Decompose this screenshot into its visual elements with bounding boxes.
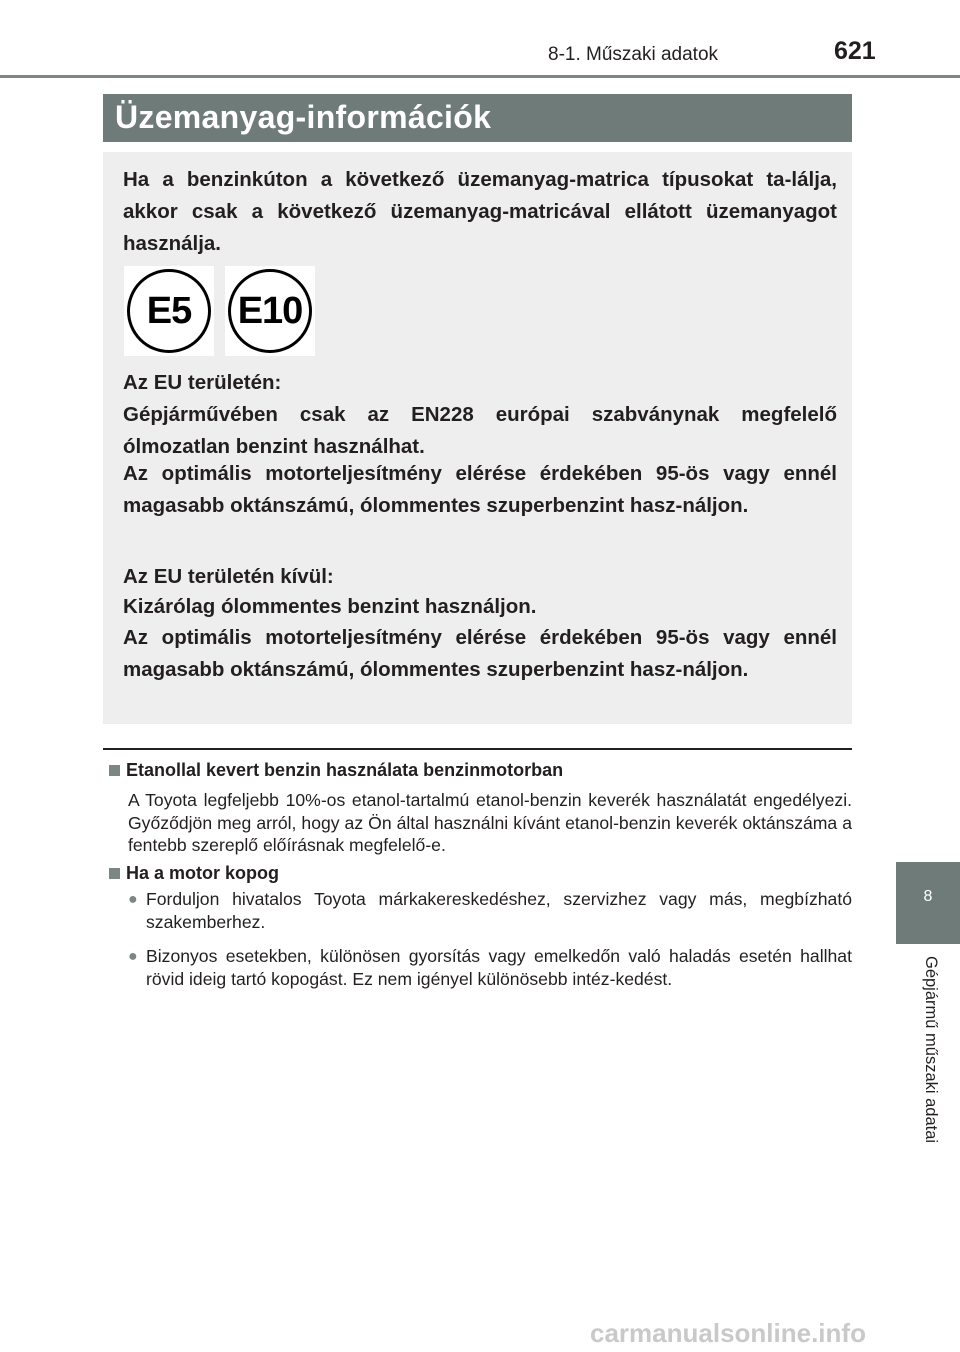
watermark: carmanualsonline.info	[590, 1318, 866, 1348]
page-title: Üzemanyag-információk	[115, 99, 492, 135]
fuel-label-e5	[124, 266, 214, 356]
chapter-tab	[896, 862, 960, 944]
knock-heading	[109, 863, 279, 884]
eu-text-2: Az optimális motorteljesítmény elérése érdekében 95-ös vagy ennél magasabb oktánszámú, ólommentes szuperbenzint hasz-náljon.	[123, 462, 837, 517]
fuel-label-e10	[225, 266, 315, 356]
non-eu-text-1: Kizárólag ólommentes benzint használjon.	[123, 595, 537, 618]
page-number: 621	[834, 37, 876, 65]
non-eu-text-2: Az optimális motorteljesítmény elérése érdekében 95-ös vagy ennél magasabb oktánszámú, ólommentes szuperbenzint hasz-náljon.	[123, 626, 837, 681]
fuel-label-e5-icon: E5	[127, 269, 211, 353]
chapter-side-label-text: Gépjármű műszaki adatai	[922, 956, 940, 1144]
knock-heading-text: Ha a motor kopog	[126, 863, 280, 883]
knock-bullet-2: Bizonyos esetekben, különösen gyorsítás vagy emelkedőn való haladás esetén hallhat rövid ideig tartó kopogást. Ez nem igényel különösebb intéz-kedést.	[146, 946, 852, 989]
fuel-label-e10-icon: E10	[228, 269, 312, 353]
eu-text-1: Gépjárművében csak az EN228 európai szabványnak megfelelő ólmozatlan benzint használhat.	[123, 403, 837, 458]
intro-text: Ha a benzinkúton a következő üzemanyag-matrica típusokat ta-lálja, akkor csak a következő üzemanyag-matricával ellátott üzemanyagot használja.	[123, 168, 837, 255]
separator-rule	[103, 748, 852, 750]
chapter-number: 8	[923, 888, 933, 905]
knock-bullet-1: Forduljon hivatalos Toyota márkakereskedéshez, szervizhez vagy más, megbízható szakemberhez.	[146, 889, 852, 932]
header-rule	[0, 75, 960, 78]
title-bar	[103, 94, 852, 142]
ethanol-text: A Toyota legfeljebb 10%-os etanol-tartalmú etanol-benzin keverék használatát engedélyezi. Győződjön meg arról, hogy az Ön által használni kívánt etanol-benzin keverék oktánszáma a fentebb szereplő előírásnak megfelelő-e.	[128, 790, 852, 855]
non-eu-heading: Az EU területén kívül:	[123, 565, 334, 588]
square-bullet-icon	[109, 868, 120, 879]
eu-heading: Az EU területén:	[123, 371, 282, 394]
fuel-info-box	[103, 152, 852, 724]
header-section-title: 8-1. Műszaki adatok	[548, 44, 719, 65]
ethanol-heading-text: Etanollal kevert benzin használata benzinmotorban	[126, 760, 564, 780]
chapter-side-label	[916, 956, 940, 1196]
square-bullet-icon	[109, 765, 120, 776]
bullet-icon: ●	[128, 948, 138, 965]
ethanol-heading	[109, 760, 563, 781]
bullet-icon: ●	[128, 891, 138, 908]
